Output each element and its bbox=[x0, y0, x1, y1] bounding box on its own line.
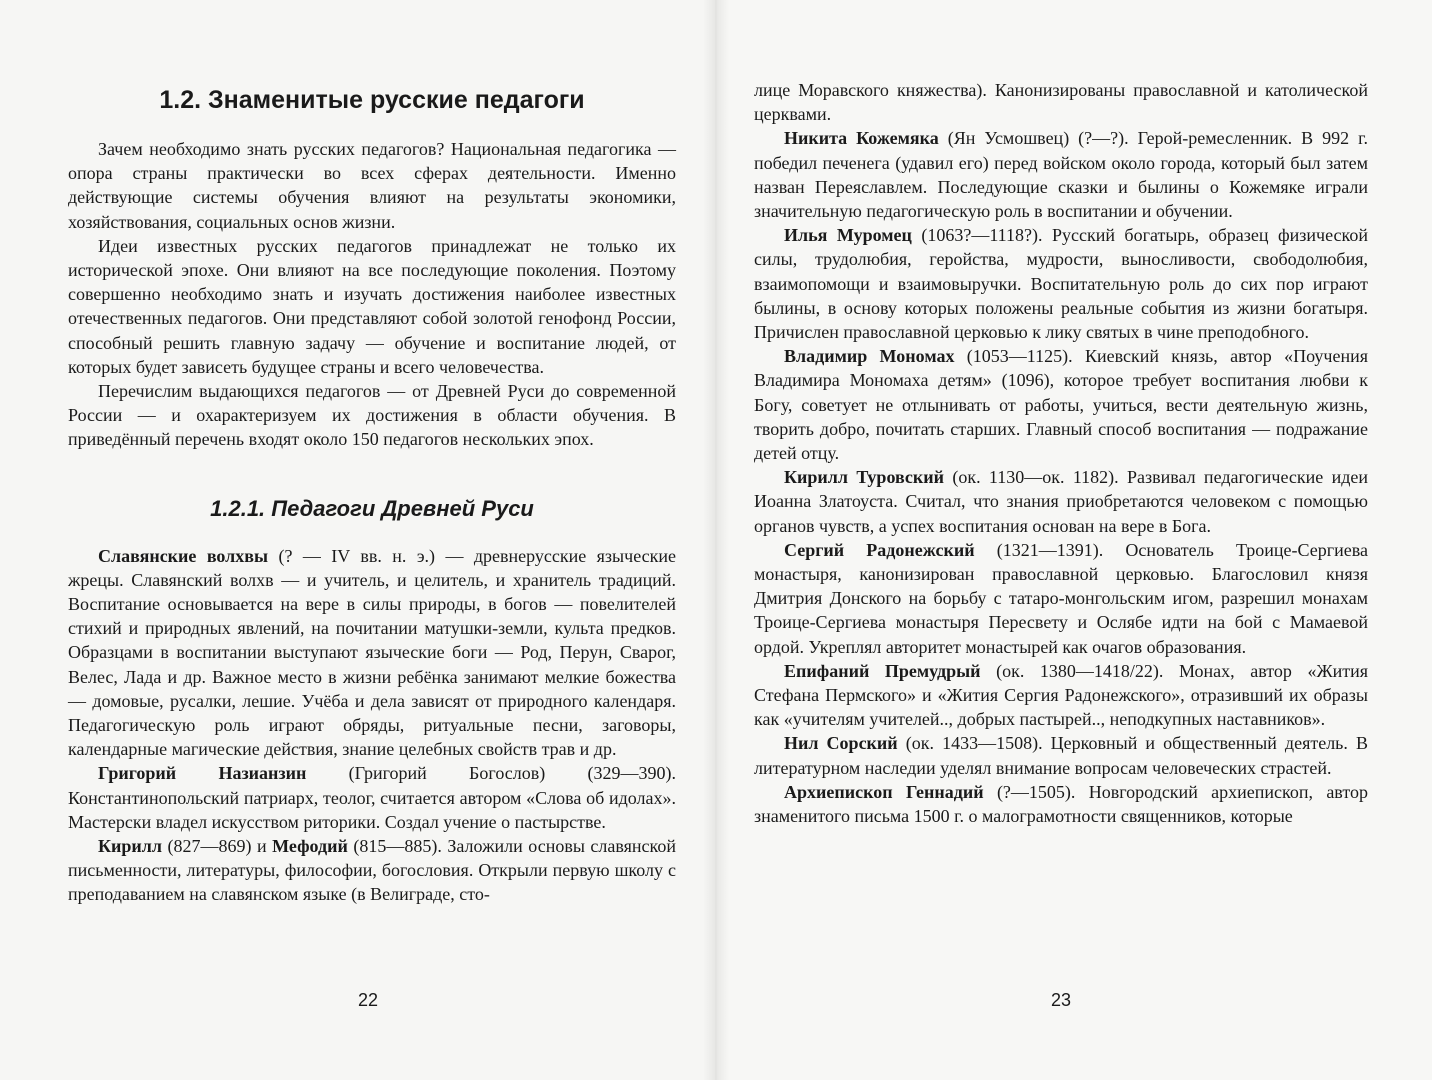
entry-name: Нил Сорский bbox=[784, 733, 898, 754]
entry-name: Григорий Назианзин bbox=[98, 763, 307, 784]
entry-paragraph bbox=[68, 761, 676, 834]
entry-paragraph bbox=[754, 223, 1368, 344]
entry-name: Архиепископ Геннадий bbox=[784, 781, 984, 802]
entry-name: Епифаний Премудрый bbox=[784, 660, 981, 681]
entry-text: (ок. 1380—1418/22). Монах, автор «Жития Стефана Пермского» и «Жития Сергия Радонежского», отразивший их образы как «учителям учителей.., добрых пастырей.., неподкупных наставников». bbox=[754, 660, 1369, 730]
entry-text: (1321—1391). Основатель Троице-Сергиева монастыря, канонизирован православной церковью. Благословил князя Дмитрия Донского на борьбу с татаро-монгольским игом, разрешил монахам Троице-Сергиева монастыря Пересвету и Ослябе идти на бой с Мамаевой ордой. Укреплял авторитет монастырей как очагов образования. bbox=[754, 539, 1368, 657]
entry-paragraph bbox=[68, 834, 676, 907]
section-heading: 1.2. Знаменитые русские педагоги bbox=[159, 86, 585, 114]
entry-name: Кирилл Туровский bbox=[784, 467, 945, 488]
intro-paragraph: Идеи известных русских педагогов принадлежат не только их исторической эпохе. Они влияют на все последующие поколения. Поэтому совершенно необходимо знать и изучать достижения наиболее известных отечественных педагогов. Они представляют собой золотой генофонд России, способный решить главную задачу — обучение и воспитание людей, от которых будет зависеть будущее страны и всего человечества. bbox=[68, 235, 676, 377]
entry-name: Мефодий bbox=[272, 836, 348, 857]
entry-name: Сергий Радонежский bbox=[784, 539, 975, 560]
entry-name: Славянские волхвы bbox=[98, 545, 269, 566]
continuation-paragraph: лице Моравского княжества). Канонизированы православной и католической церквами. bbox=[754, 80, 1368, 125]
book-gutter bbox=[703, 0, 729, 1080]
page-number: 23 bbox=[1051, 990, 1072, 1010]
entry-text: (? — IV вв. н. э.) — древнерусские языческие жрецы. Славянский волхв — и учитель, и целитель, и хранитель традиций. Воспитание основывается на вере в силы природы, в богов — повелителей стихий и природных явлений, на почитании матушки-земли, культа предков. Образцами в воспитании выступают языческие боги — Род, Перун, Сварог, Велес, Лада и др. Важное место в жизни ребёнка занимают мелкие божества — домовые, русалки, лешие. Учёба и дела зависят от природного календаря. Педагогическую роль играют обряды, ритуальные песни, заговоры, календарные магические действия, знание целебных свойств трав и др. bbox=[68, 545, 676, 760]
entry-name: Владимир Мономах bbox=[784, 346, 955, 367]
entry-paragraph bbox=[754, 126, 1368, 223]
subsection-heading: 1.2.1. Педагоги Древней Руси bbox=[210, 495, 534, 521]
entry-text: (815—885). Заложили основы славянской письменности, литературы, философии, богословия. Открыли первую школу с преподаванием на славянском языке (в Велиграде, сто- bbox=[68, 836, 677, 905]
intro-paragraph: Перечислим выдающихся педагогов — от Древней Руси до современной России — и охарактеризуем их достижения в области обучения. В приведённый перечень входят около 150 педагогов нескольких эпох. bbox=[68, 381, 676, 450]
entry-paragraph bbox=[754, 538, 1368, 659]
entry-name: Кирилл bbox=[98, 836, 163, 857]
entry-text: (1053—1125). Киевский князь, автор «Поучения Владимира Мономаха детям» (1096), которое требует воспитания любви к Богу, советует не отлынивать от работы, учиться, вести деятельную жизнь, творить добро, почитать старших. Главный способ воспитания — подражание детей отцу. bbox=[754, 346, 1368, 464]
intro-paragraph: Зачем необходимо знать русских педагогов? Национальная педагогика — опора страны практически во всех сферах деятельности. Именно действующие системы обучения влияют на результаты экономики, хозяйствования, социальных основ жизни. bbox=[68, 139, 676, 232]
page-number: 22 bbox=[358, 990, 379, 1010]
entry-name: Никита Кожемяка bbox=[784, 128, 939, 149]
entry-text: (?—1505). Новгородский архиепископ, автор знаменитого письма 1500 г. о малограмотности священников, которые bbox=[754, 781, 1368, 827]
entry-paragraph bbox=[754, 659, 1368, 732]
entry-text: (827—869) и bbox=[162, 836, 273, 857]
entry-paragraph bbox=[68, 544, 676, 762]
entry-text: (1063?—1118?). Русский богатырь, образец физической силы, трудолюбия, геройства, мудрости, выносливости, свободолюбия, взаимопомощи и взаимовыручки. Воспитательную роль до сих пор играют былины, в основу которых положены реальные события из жизни богатыря. Причислен православной церковью к лику святых в чине преподобного. bbox=[754, 225, 1368, 343]
entry-paragraph bbox=[754, 465, 1368, 538]
entry-paragraph bbox=[754, 780, 1368, 828]
entry-paragraph bbox=[754, 731, 1368, 779]
right-text-column bbox=[754, 78, 1368, 828]
entry-text: (ок. 1433—1508). Церковный и общественный деятель. В литературном наследии уделял внимание вопросам человеческих страстей. bbox=[754, 733, 1368, 778]
entry-text: (Ян Усмошвец) (?—?). Герой-ремесленник. В 992 г. победил печенега (удавил его) перед войском около города, который был затем назван Переяславлем. Последующие сказки и былины о Кожемяке играли значительную педагогическую роль в воспитании и обучении. bbox=[754, 128, 1368, 222]
entry-paragraph bbox=[754, 344, 1368, 465]
left-text-column bbox=[68, 76, 676, 907]
entry-text: (ок. 1130—ок. 1182). Развивал педагогические идеи Иоанна Златоуста. Считал, что знания приобретаются человеком с помощью органов чувств, а успех воспитания основан на вере в Бога. bbox=[754, 467, 1368, 536]
entry-name: Илья Муромец bbox=[784, 225, 912, 246]
entry-text: (Григорий Богослов) (329—390). Константинопольский патриарх, теолог, считается автором «Слова об идолах». Мастерски владел искусством риторики. Создал учение о пастырстве. bbox=[68, 763, 676, 832]
